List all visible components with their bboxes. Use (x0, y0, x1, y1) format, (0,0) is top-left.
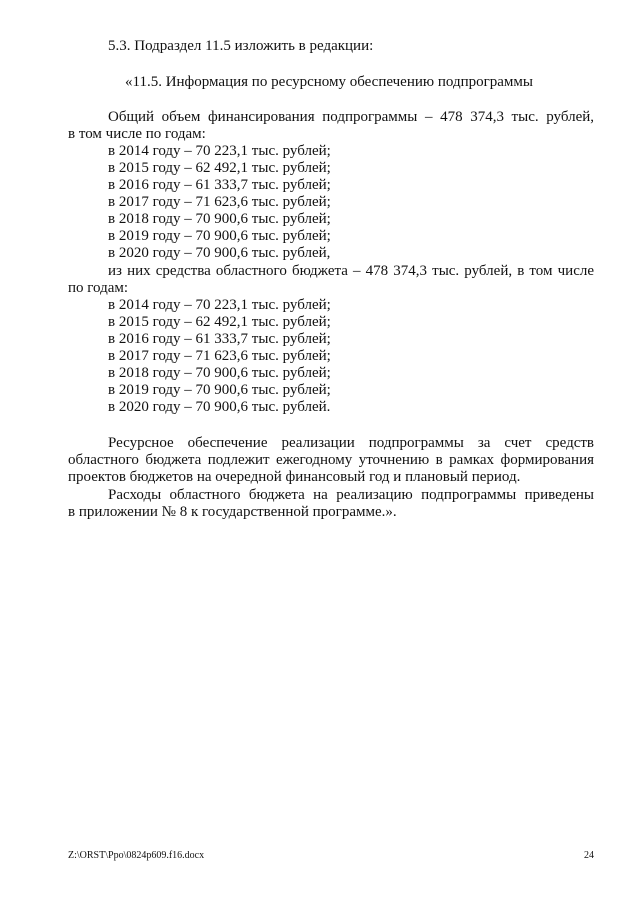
total-year-2018: в 2018 году – 70 900,6 тыс. рублей; (108, 211, 331, 227)
regional-year-2015: в 2015 году – 62 492,1 тыс. рублей; (108, 314, 331, 330)
total-year-2014: в 2014 году – 70 223,1 тыс. рублей; (108, 143, 331, 159)
page-number: 24 (584, 850, 594, 861)
total-year-2017: в 2017 году – 71 623,6 тыс. рублей; (108, 194, 331, 210)
resource-para-line-1: Ресурсное обеспечение реализации подпрограммы за счет средств (108, 435, 594, 451)
total-year-2020: в 2020 году – 70 900,6 тыс. рублей, (108, 245, 331, 261)
total-year-2015: в 2015 году – 62 492,1 тыс. рублей; (108, 160, 331, 176)
section-instruction: 5.3. Подраздел 11.5 изложить в редакции: (108, 38, 374, 54)
regional-year-2014: в 2014 году – 70 223,1 тыс. рублей; (108, 297, 331, 313)
total-financing-line: Общий объем финансирования подпрограммы – 478 374,3 тыс. рублей, (108, 109, 594, 125)
regional-year-2019: в 2019 году – 70 900,6 тыс. рублей; (108, 382, 331, 398)
expenses-para-line-1: Расходы областного бюджета на реализацию подпрограммы приведены (108, 487, 594, 503)
regional-budget-by-years: по годам: (68, 280, 129, 296)
regional-year-2020: в 2020 году – 70 900,6 тыс. рублей. (108, 399, 331, 415)
regional-year-2018: в 2018 году – 70 900,6 тыс. рублей; (108, 365, 331, 381)
regional-year-2017: в 2017 году – 71 623,6 тыс. рублей; (108, 348, 331, 364)
total-year-2016: в 2016 году – 61 333,7 тыс. рублей; (108, 177, 331, 193)
resource-para-line-3: проектов бюджетов на очередной финансовый год и плановый период. (68, 469, 521, 485)
section-heading: «11.5. Информация по ресурсному обеспечению подпрограммы (125, 74, 533, 90)
footer-file-path: Z:\ORST\Ppo\0824p609.f16.docx (68, 850, 205, 861)
expenses-para-line-2: в приложении № 8 к государственной программе.». (68, 504, 397, 520)
total-year-2019: в 2019 году – 70 900,6 тыс. рублей; (108, 228, 331, 244)
total-financing-by-years: в том числе по годам: (68, 126, 206, 142)
resource-para-line-2: областного бюджета подлежит ежегодному уточнению в рамках формирования (68, 452, 594, 468)
regional-year-2016: в 2016 году – 61 333,7 тыс. рублей; (108, 331, 331, 347)
regional-budget-line: из них средства областного бюджета – 478 374,3 тыс. рублей, в том числе (108, 263, 594, 279)
